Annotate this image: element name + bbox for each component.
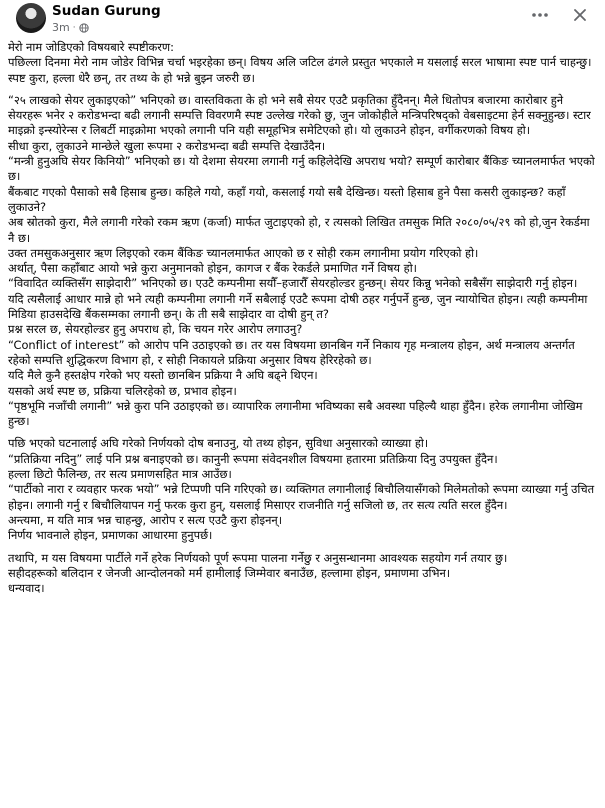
post-paragraph: अन्त्यमा, म यति मात्र भन्न चाहन्छु, आरोप र सत्य एउटै कुरा होइनन्। bbox=[8, 512, 283, 527]
post-paragraph: सीधा कुरा, लुकाउने मान्छेले खुला रूपमा २ करोडभन्दा बढी सम्पत्ति देखाउँदैन। bbox=[8, 138, 326, 153]
post-paragraph: प्रश्न सरल छ, सेयरहोल्डर हुनु अपराध हो, कि चयन गरेर आरोप लगाउनु? bbox=[8, 322, 303, 337]
post-paragraph: “विवादित व्यक्तिसँग साझेदारी” भनिएको छ। एउटै कम्पनीमा सयौँ–हजारौँ सेयरहोल्डर हुन्छन्। सेयर किन्नु भनेको सबैसँग साझेदारी गर्नु होइन। यदि त्यसैलाई आधार मान्ने हो भने त्यही कम्पनीमा लगानी गर्ने सबैलाई एउटै रूपमा दोषी ठहर गर्नुपर्ने हुन्छ, जुन न्यायोचित होइन। त्यही कम्पनीमा मिडिया हाउसदेखि बैंकसम्मका लगानी छन्। के ती सबै साझेदार वा दोषी हुन् त? bbox=[8, 276, 588, 322]
post-paragraph: “Conflict of interest” को आरोप पनि उठाइएको छ। तर यस विषयमा छानबिन गर्ने निकाय गृह मन्त्रालय होइन, अर्थ मन्त्रालय अन्तर्गत रहेको सम्पत्ति शुद्धिकरण विभाग हो, र सोही निकायले प्रक्रिया अनुसार विषय हेरिरहेको छ। bbox=[8, 337, 575, 367]
post-paragraph: हल्ला छिटो फैलिन्छ, तर सत्य प्रमाणसहित मात्र आउँछ। bbox=[8, 467, 232, 482]
post-paragraph-signoff: धन्यवाद। bbox=[8, 581, 45, 596]
post-paragraph: तथापि, म यस विषयमा पार्टीले गर्ने हरेक निर्णयको पूर्ण रूपमा पालना गर्नेछु र अनुसन्धानमा आवश्यक सहयोग गर्न तयार छु। bbox=[8, 550, 508, 565]
post-paragraph: “२५ लाखको सेयर लुकाइएको” भनिएको छ। वास्तविकता के हो भने सबै सेयर एउटै प्रकृतिका हुँदैनन्। मैले धितोपत्र बजारमा कारोबार हुने सेयरहरू भनेर २ करोडभन्दा बढी लगानी सम्पत्ति विवरणमै स्पष्ट उल्लेख गरेको छु, जुन जोकोहीले मन्त्रिपरिषद्को वेबसाइटमा हेर्न सक्नुहुन्छ। स्टार माइक्रो इन्स्योरेन्स र लिबर्टी माइक्रोमा भएको लगानी पनि यही समूहभित्र समेटिएको हो। यो लुकाउने होइन, वर्गीकरणको विषय हो। bbox=[8, 92, 591, 138]
post-meta bbox=[52, 21, 89, 34]
post-paragraph: सहीदहरूको बलिदान र जेनजी आन्दोलनको मर्म हामीलाई जिम्मेवार बनाउँछ, हल्लामा होइन, प्रमाणमा उभिन। bbox=[8, 565, 451, 580]
post-paragraph: पछिल्ला दिनमा मेरो नाम जोडेर विभिन्न चर्चा भइरहेका छन्। विषय अलि जटिल ढंगले प्रस्तुत भएकाले म यसलाई सरल भाषामा स्पष्ट पार्न चाहन्छु। स्पष्ट कुरा, हल्ला धेरै छन्, तर तथ्य के हो भन्ने बुझ्न जरुरी छ। bbox=[8, 55, 592, 85]
post-paragraph: “मन्त्री हुनुअघि सेयर किनियो” भनिएको छ। यो देशमा सेयरमा लगानी गर्नु कहिलेदेखि अपराध भयो? सम्पूर्ण कारोबार बैंकिङ च्यानलमार्फत भएको छ। bbox=[8, 154, 595, 184]
post-body bbox=[8, 40, 595, 596]
post-paragraph: यसको अर्थ स्पष्ट छ, प्रक्रिया चलिरहेको छ, प्रभाव होइन। bbox=[8, 383, 237, 398]
author-name[interactable]: Sudan Gurung bbox=[52, 3, 161, 19]
post-paragraph: “प्रतिक्रिया नदिनु” लाई पनि प्रश्न बनाइएको छ। कानुनी रूपमा संवेदनशील विषयमा हतारमा प्रतिक्रिया दिनु उपयुक्त हुँदैन। bbox=[8, 451, 498, 466]
post-paragraph: यदि मैले कुनै हस्तक्षेप गरेको भए यस्तो छानबिन प्रक्रिया नै अघि बढ्ने थिएन। bbox=[8, 368, 318, 383]
post-header bbox=[8, 0, 595, 40]
post-paragraph: “पार्टीको नारा र व्यवहार फरक भयो” भन्ने टिप्पणी पनि गरिएको छ। व्यक्तिगत लगानीलाई बिचौलियासँगको मिलेमतोको रूपमा व्याख्या गर्नु उचित होइन। लगानी गर्नु र बिचौलियापन गर्नु फरक कुरा हुन्, यसलाई मिसाएर राजनीति गर्नु सजिलो छ, तर सत्य त्यति सरल हुँदैन। bbox=[8, 482, 595, 512]
post-timestamp[interactable]: 3m bbox=[52, 21, 70, 34]
post-paragraph: पछि भएको घटनालाई अघि गरेको निर्णयको दोष बनाउनु, यो तथ्य होइन, सुविधा अनुसारको व्याख्या हो। bbox=[8, 436, 429, 451]
post-paragraph: अब स्रोतको कुरा, मैले लगानी गरेको रकम ऋण (कर्जा) मार्फत जुटाइएको हो, र त्यसको लिखित तमसुक मिति २०८०/०५/२९ को हो,जुन रेकर्डमा नै छ। bbox=[8, 215, 590, 245]
post-paragraph: “पृष्ठभूमि नजाँची लगानी” भन्ने कुरा पनि उठाइएको छ। व्यापारिक लगानीमा भविष्यका सबै अवस्था पहिल्यै थाहा हुँदैन। हरेक लगानीमा जोखिम हुन्छ। bbox=[8, 398, 583, 429]
post-header-actions bbox=[531, 6, 589, 24]
more-options-button[interactable] bbox=[531, 6, 549, 24]
author-avatar[interactable] bbox=[16, 3, 46, 33]
meta-separator: · bbox=[72, 22, 76, 33]
close-icon bbox=[574, 9, 586, 21]
close-button[interactable] bbox=[571, 6, 589, 24]
post-paragraph-heading: मेरो नाम जोडिएको विषयबारे स्पष्टीकरण: bbox=[8, 40, 175, 54]
post-paragraph: अर्थात्, पैसा कहाँबाट आयो भन्ने कुरा अनुमानको होइन, कागज र बैंक रेकर्डले प्रमाणित गर्ने विषय हो। bbox=[8, 261, 417, 276]
post-paragraph: निर्णय भावनाले होइन, प्रमाणका आधारमा हुनुपर्छ। bbox=[8, 528, 213, 543]
more-options-icon bbox=[531, 12, 549, 18]
post-paragraph: उक्त तमसुकअनुसार ऋण लिइएको रकम बैंकिङ च्यानलमार्फत आएको छ र सोही रकम लगानीमा प्रयोग गरिएको हो। bbox=[8, 245, 479, 260]
globe-icon[interactable] bbox=[79, 23, 89, 33]
post-paragraph: बैंकबाट गएको पैसाको सबै हिसाब हुन्छ। कहिले गयो, कहाँ गयो, कसलाई गयो सबै देखिन्छ। यस्तो हिसाब हुने पैसा कसरी लुकाइन्छ? कहाँ लुकाउने? bbox=[8, 184, 566, 214]
